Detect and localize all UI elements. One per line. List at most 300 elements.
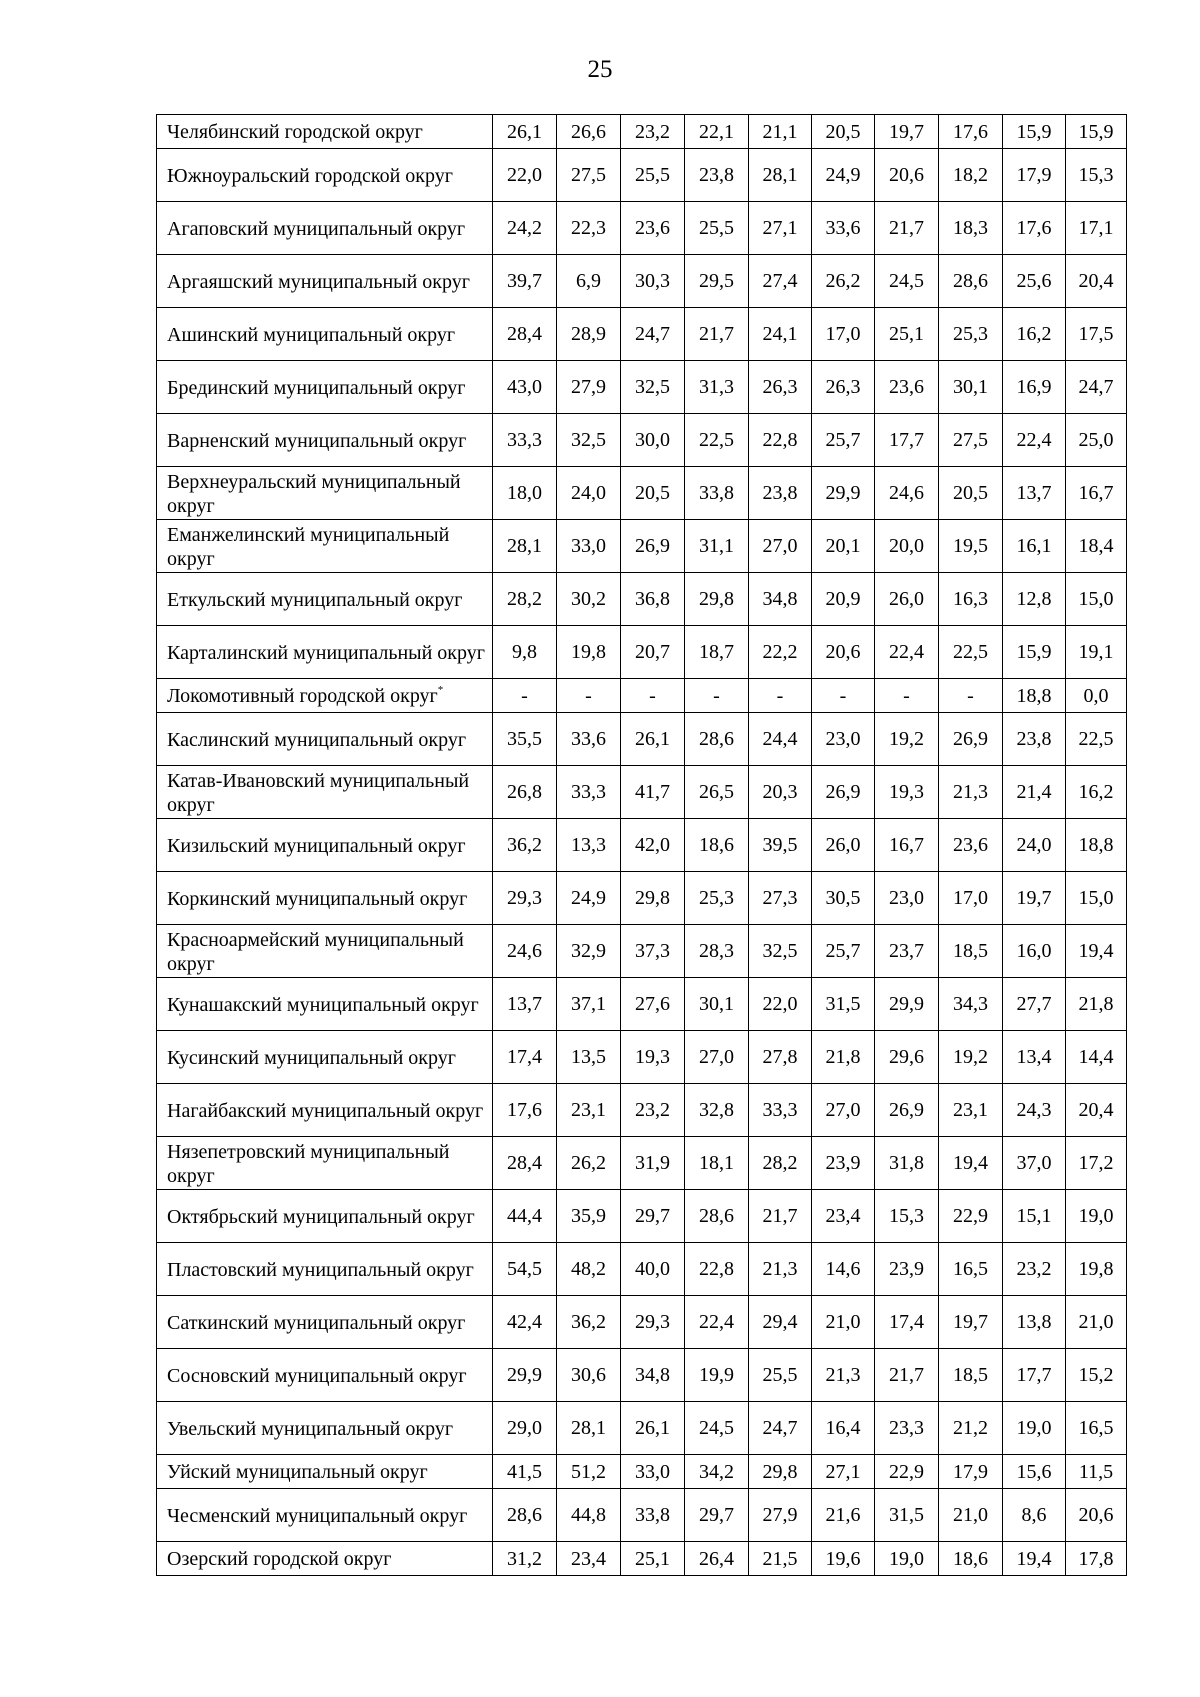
district-name: Аргаяшский муниципальный округ (167, 270, 470, 293)
value-cell: 28,1 (557, 1402, 621, 1455)
value-cell: 23,2 (621, 115, 685, 149)
value-cell: 25,5 (749, 1349, 812, 1402)
value-cell: 21,0 (1066, 1296, 1127, 1349)
district-name: Сосновский муниципальный округ (167, 1364, 467, 1387)
value-cell: 43,0 (493, 361, 557, 414)
value-cell: 19,6 (812, 1542, 875, 1576)
value-cell: 29,3 (621, 1296, 685, 1349)
value-cell: 26,5 (685, 766, 749, 819)
value-cell: 37,0 (1003, 1137, 1066, 1190)
district-name-cell (157, 679, 493, 713)
district-name: Челябинский городской округ (167, 121, 423, 143)
table-row (157, 202, 1127, 255)
value-cell: 17,4 (493, 1031, 557, 1084)
value-cell: 20,6 (875, 149, 939, 202)
value-cell: 16,4 (812, 1402, 875, 1455)
value-cell: 15,9 (1003, 115, 1066, 149)
value-cell: 15,6 (1003, 1455, 1066, 1489)
value-cell: 18,3 (939, 202, 1003, 255)
district-name: Кусинский муниципальный округ (167, 1046, 456, 1069)
value-cell: 23,1 (939, 1084, 1003, 1137)
value-cell: 31,3 (685, 361, 749, 414)
table-row (157, 872, 1127, 925)
value-cell: 23,8 (749, 467, 812, 520)
value-cell: 23,1 (557, 1084, 621, 1137)
value-cell: 35,5 (493, 713, 557, 766)
value-cell: 31,1 (685, 520, 749, 573)
value-cell: 17,8 (1066, 1542, 1127, 1576)
district-name-cell (157, 1084, 493, 1137)
value-cell: 30,2 (557, 573, 621, 626)
table-row (157, 149, 1127, 202)
value-cell: 20,6 (1066, 1489, 1127, 1542)
value-cell: - (621, 679, 685, 713)
value-cell: 21,8 (812, 1031, 875, 1084)
value-cell: 18,8 (1003, 679, 1066, 713)
value-cell: 34,8 (621, 1349, 685, 1402)
value-cell: 33,8 (685, 467, 749, 520)
district-name: Кунашакский муниципальный округ (167, 993, 479, 1016)
value-cell: 21,3 (939, 766, 1003, 819)
value-cell: 26,1 (621, 1402, 685, 1455)
value-cell: 17,7 (875, 414, 939, 467)
value-cell: 16,5 (1066, 1402, 1127, 1455)
value-cell: 29,9 (493, 1349, 557, 1402)
value-cell: 26,1 (621, 713, 685, 766)
value-cell: 24,0 (1003, 819, 1066, 872)
district-name: Локомотивный городской округ (167, 685, 438, 707)
value-cell: 22,5 (1066, 713, 1127, 766)
value-cell: 15,1 (1003, 1190, 1066, 1243)
value-cell: 51,2 (557, 1455, 621, 1489)
value-cell: 15,0 (1066, 573, 1127, 626)
value-cell: 26,1 (493, 115, 557, 149)
value-cell: 39,5 (749, 819, 812, 872)
value-cell: 21,7 (685, 308, 749, 361)
value-cell: 24,6 (493, 925, 557, 978)
value-cell: 21,0 (812, 1296, 875, 1349)
value-cell: 15,9 (1003, 626, 1066, 679)
value-cell: 19,0 (1003, 1402, 1066, 1455)
district-name-cell (157, 1190, 493, 1243)
district-name-cell (157, 1031, 493, 1084)
district-name: Каслинский муниципальный округ (167, 728, 467, 751)
value-cell: 29,9 (812, 467, 875, 520)
value-cell: 13,8 (1003, 1296, 1066, 1349)
value-cell: 23,4 (557, 1542, 621, 1576)
value-cell: 32,8 (685, 1084, 749, 1137)
value-cell: 21,6 (812, 1489, 875, 1542)
district-name: Красноармейский муниципальный округ (167, 928, 464, 975)
value-cell: 23,6 (875, 361, 939, 414)
value-cell: 16,7 (1066, 467, 1127, 520)
value-cell: 17,9 (939, 1455, 1003, 1489)
value-cell: 20,1 (812, 520, 875, 573)
value-cell: 24,1 (749, 308, 812, 361)
table-row (157, 1402, 1127, 1455)
value-cell: 21,8 (1066, 978, 1127, 1031)
table-row (157, 1084, 1127, 1137)
value-cell: 13,4 (1003, 1031, 1066, 1084)
value-cell: 26,0 (875, 573, 939, 626)
value-cell: 28,1 (493, 520, 557, 573)
value-cell: 19,4 (1003, 1542, 1066, 1576)
value-cell: 23,9 (812, 1137, 875, 1190)
district-name-cell (157, 467, 493, 520)
value-cell: 20,5 (812, 115, 875, 149)
value-cell: 36,2 (493, 819, 557, 872)
value-cell: 28,6 (939, 255, 1003, 308)
value-cell: 18,2 (939, 149, 1003, 202)
value-cell: 18,7 (685, 626, 749, 679)
table-row (157, 414, 1127, 467)
value-cell: 19,0 (1066, 1190, 1127, 1243)
value-cell: 28,4 (493, 1137, 557, 1190)
value-cell: 26,9 (812, 766, 875, 819)
value-cell: - (812, 679, 875, 713)
value-cell: 34,3 (939, 978, 1003, 1031)
value-cell: 15,3 (1066, 149, 1127, 202)
value-cell: 26,9 (875, 1084, 939, 1137)
district-name-cell (157, 520, 493, 573)
value-cell: 15,0 (1066, 872, 1127, 925)
value-cell: 20,4 (1066, 1084, 1127, 1137)
value-cell: 27,9 (749, 1489, 812, 1542)
value-cell: 30,0 (621, 414, 685, 467)
value-cell: - (875, 679, 939, 713)
value-cell: 16,7 (875, 819, 939, 872)
value-cell: 40,0 (621, 1243, 685, 1296)
value-cell: 25,3 (685, 872, 749, 925)
district-name-cell (157, 1542, 493, 1576)
value-cell: 31,9 (621, 1137, 685, 1190)
value-cell: 20,9 (812, 573, 875, 626)
value-cell: 29,8 (749, 1455, 812, 1489)
district-name-cell (157, 713, 493, 766)
table-row (157, 255, 1127, 308)
table-row (157, 626, 1127, 679)
value-cell: 31,5 (812, 978, 875, 1031)
value-cell: 22,0 (493, 149, 557, 202)
value-cell: 21,4 (1003, 766, 1066, 819)
value-cell: 16,2 (1003, 308, 1066, 361)
value-cell: 17,0 (939, 872, 1003, 925)
value-cell: 28,6 (685, 713, 749, 766)
district-name-cell (157, 414, 493, 467)
value-cell: 22,4 (1003, 414, 1066, 467)
district-name: Увельский муниципальный округ (167, 1417, 454, 1440)
value-cell: 28,4 (493, 308, 557, 361)
value-cell: 23,7 (875, 925, 939, 978)
table-row (157, 520, 1127, 573)
value-cell: 26,9 (939, 713, 1003, 766)
value-cell: 28,6 (685, 1190, 749, 1243)
value-cell: 9,8 (493, 626, 557, 679)
value-cell: 16,3 (939, 573, 1003, 626)
value-cell: 26,2 (557, 1137, 621, 1190)
value-cell: 0,0 (1066, 679, 1127, 713)
value-cell: 42,0 (621, 819, 685, 872)
district-name: Ашинский муниципальный округ (167, 323, 456, 346)
value-cell: 15,9 (1066, 115, 1127, 149)
value-cell: 24,7 (749, 1402, 812, 1455)
value-cell: 16,0 (1003, 925, 1066, 978)
district-name: Варненский муниципальный округ (167, 429, 467, 452)
table-row (157, 467, 1127, 520)
value-cell: 31,2 (493, 1542, 557, 1576)
value-cell: 29,4 (749, 1296, 812, 1349)
table-row (157, 1137, 1127, 1190)
value-cell: 28,3 (685, 925, 749, 978)
table-row (157, 115, 1127, 149)
value-cell: 16,9 (1003, 361, 1066, 414)
value-cell: 19,3 (875, 766, 939, 819)
value-cell: 27,0 (812, 1084, 875, 1137)
value-cell: 41,5 (493, 1455, 557, 1489)
value-cell: 19,7 (875, 115, 939, 149)
value-cell: 23,2 (1003, 1243, 1066, 1296)
value-cell: 27,5 (939, 414, 1003, 467)
value-cell: 27,5 (557, 149, 621, 202)
value-cell: 22,5 (685, 414, 749, 467)
district-name-cell (157, 626, 493, 679)
value-cell: 17,5 (1066, 308, 1127, 361)
value-cell: 29,9 (875, 978, 939, 1031)
value-cell: 44,4 (493, 1190, 557, 1243)
value-cell: 21,3 (812, 1349, 875, 1402)
value-cell: 14,6 (812, 1243, 875, 1296)
district-name: Еткульский муниципальный округ (167, 588, 463, 611)
value-cell: 30,3 (621, 255, 685, 308)
value-cell: 32,5 (749, 925, 812, 978)
value-cell: 29,6 (875, 1031, 939, 1084)
value-cell: 33,6 (557, 713, 621, 766)
value-cell: 20,0 (875, 520, 939, 573)
value-cell: 32,5 (621, 361, 685, 414)
value-cell: 22,9 (939, 1190, 1003, 1243)
value-cell: 33,6 (812, 202, 875, 255)
district-name: Октябрьский муниципальный округ (167, 1205, 475, 1228)
value-cell: 13,3 (557, 819, 621, 872)
value-cell: 20,5 (621, 467, 685, 520)
value-cell: 16,2 (1066, 766, 1127, 819)
value-cell: 13,5 (557, 1031, 621, 1084)
value-cell: 21,7 (875, 202, 939, 255)
value-cell: 18,8 (1066, 819, 1127, 872)
value-cell: 25,7 (812, 925, 875, 978)
value-cell: 19,2 (875, 713, 939, 766)
district-name-cell (157, 925, 493, 978)
value-cell: 19,4 (1066, 925, 1127, 978)
district-name: Нязепетровский муниципальный округ (167, 1140, 450, 1187)
value-cell: 25,1 (875, 308, 939, 361)
footnote-marker: * (437, 684, 444, 696)
value-cell: 24,4 (749, 713, 812, 766)
value-cell: 22,4 (875, 626, 939, 679)
value-cell: 23,6 (939, 819, 1003, 872)
table-row (157, 679, 1127, 713)
value-cell: 19,8 (1066, 1243, 1127, 1296)
value-cell: 23,3 (875, 1402, 939, 1455)
value-cell: 33,0 (621, 1455, 685, 1489)
value-cell: 23,4 (812, 1190, 875, 1243)
value-cell: 18,6 (939, 1542, 1003, 1576)
table-row (157, 1296, 1127, 1349)
value-cell: 28,6 (493, 1489, 557, 1542)
district-name-cell (157, 149, 493, 202)
value-cell: 26,2 (812, 255, 875, 308)
value-cell: 27,7 (1003, 978, 1066, 1031)
value-cell: 21,0 (939, 1489, 1003, 1542)
value-cell: 24,5 (685, 1402, 749, 1455)
value-cell: 32,5 (557, 414, 621, 467)
value-cell: - (557, 679, 621, 713)
district-name: Брединский муниципальный округ (167, 376, 466, 399)
value-cell: 33,3 (749, 1084, 812, 1137)
value-cell: 24,9 (812, 149, 875, 202)
value-cell: 18,4 (1066, 520, 1127, 573)
value-cell: 17,1 (1066, 202, 1127, 255)
value-cell: - (685, 679, 749, 713)
district-name-cell (157, 766, 493, 819)
district-name: Озерский городской округ (167, 1548, 392, 1570)
table-row (157, 819, 1127, 872)
table-row (157, 713, 1127, 766)
value-cell: 18,6 (685, 819, 749, 872)
table-row (157, 1542, 1127, 1576)
district-name-cell (157, 819, 493, 872)
table-row (157, 1489, 1127, 1542)
value-cell: 24,5 (875, 255, 939, 308)
value-cell: 19,7 (939, 1296, 1003, 1349)
value-cell: 34,8 (749, 573, 812, 626)
value-cell: 27,4 (749, 255, 812, 308)
value-cell: 26,0 (812, 819, 875, 872)
value-cell: 21,1 (749, 115, 812, 149)
table-row (157, 1190, 1127, 1243)
table-row (157, 1031, 1127, 1084)
value-cell: 19,4 (939, 1137, 1003, 1190)
value-cell: 29,5 (685, 255, 749, 308)
value-cell: 28,2 (749, 1137, 812, 1190)
value-cell: 12,8 (1003, 573, 1066, 626)
value-cell: 17,4 (875, 1296, 939, 1349)
value-cell: 17,6 (1003, 202, 1066, 255)
value-cell: 29,0 (493, 1402, 557, 1455)
district-name: Пластовский муниципальный округ (167, 1258, 474, 1281)
value-cell: 33,8 (621, 1489, 685, 1542)
value-cell: 20,5 (939, 467, 1003, 520)
table-row (157, 1243, 1127, 1296)
value-cell: 24,0 (557, 467, 621, 520)
value-cell: 28,2 (493, 573, 557, 626)
value-cell: 22,5 (939, 626, 1003, 679)
district-name-cell (157, 1137, 493, 1190)
value-cell: 26,4 (685, 1542, 749, 1576)
district-name-cell (157, 872, 493, 925)
value-cell: 15,3 (875, 1190, 939, 1243)
value-cell: 23,9 (875, 1243, 939, 1296)
district-name-cell (157, 1402, 493, 1455)
district-name-cell (157, 308, 493, 361)
value-cell: - (939, 679, 1003, 713)
value-cell: 19,9 (685, 1349, 749, 1402)
value-cell: 17,6 (939, 115, 1003, 149)
value-cell: 22,1 (685, 115, 749, 149)
value-cell: 29,8 (685, 573, 749, 626)
value-cell: 22,3 (557, 202, 621, 255)
value-cell: 16,5 (939, 1243, 1003, 1296)
value-cell: 32,9 (557, 925, 621, 978)
value-cell: 48,2 (557, 1243, 621, 1296)
value-cell: 27,1 (749, 202, 812, 255)
value-cell: 22,4 (685, 1296, 749, 1349)
value-cell: 28,9 (557, 308, 621, 361)
district-name-cell (157, 573, 493, 626)
value-cell: 20,3 (749, 766, 812, 819)
value-cell: 33,0 (557, 520, 621, 573)
value-cell: 30,5 (812, 872, 875, 925)
value-cell: 28,1 (749, 149, 812, 202)
value-cell: 27,1 (812, 1455, 875, 1489)
value-cell: 13,7 (1003, 467, 1066, 520)
value-cell: 30,1 (939, 361, 1003, 414)
value-cell: 17,6 (493, 1084, 557, 1137)
value-cell: 29,3 (493, 872, 557, 925)
table-row (157, 308, 1127, 361)
district-name-cell (157, 255, 493, 308)
value-cell: 37,3 (621, 925, 685, 978)
value-cell: 25,5 (685, 202, 749, 255)
value-cell: 29,8 (621, 872, 685, 925)
value-cell: 23,0 (812, 713, 875, 766)
district-name-cell (157, 1243, 493, 1296)
value-cell: 37,1 (557, 978, 621, 1031)
district-name: Агаповский муниципальный округ (167, 217, 466, 240)
value-cell: 27,8 (749, 1031, 812, 1084)
value-cell: 11,5 (1066, 1455, 1127, 1489)
value-cell: 41,7 (621, 766, 685, 819)
district-name-cell (157, 361, 493, 414)
table-row (157, 978, 1127, 1031)
value-cell: 29,7 (621, 1190, 685, 1243)
district-name: Коркинский муниципальный округ (167, 887, 468, 910)
district-name-cell (157, 1489, 493, 1542)
value-cell: 19,5 (939, 520, 1003, 573)
value-cell: 22,0 (749, 978, 812, 1031)
value-cell: 26,3 (812, 361, 875, 414)
table-row (157, 925, 1127, 978)
value-cell: - (493, 679, 557, 713)
value-cell: 24,6 (875, 467, 939, 520)
district-name: Чесменский муниципальный округ (167, 1504, 468, 1527)
value-cell: 20,7 (621, 626, 685, 679)
district-name: Саткинский муниципальный округ (167, 1311, 466, 1334)
value-cell: 27,9 (557, 361, 621, 414)
value-cell: 33,3 (557, 766, 621, 819)
value-cell: 25,7 (812, 414, 875, 467)
district-name-cell (157, 115, 493, 149)
value-cell: 16,1 (1003, 520, 1066, 573)
value-cell: 24,7 (621, 308, 685, 361)
value-cell: 54,5 (493, 1243, 557, 1296)
value-cell: 6,9 (557, 255, 621, 308)
value-cell: 19,2 (939, 1031, 1003, 1084)
value-cell: 19,3 (621, 1031, 685, 1084)
value-cell: 33,3 (493, 414, 557, 467)
value-cell: 15,2 (1066, 1349, 1127, 1402)
district-name-cell (157, 1455, 493, 1489)
